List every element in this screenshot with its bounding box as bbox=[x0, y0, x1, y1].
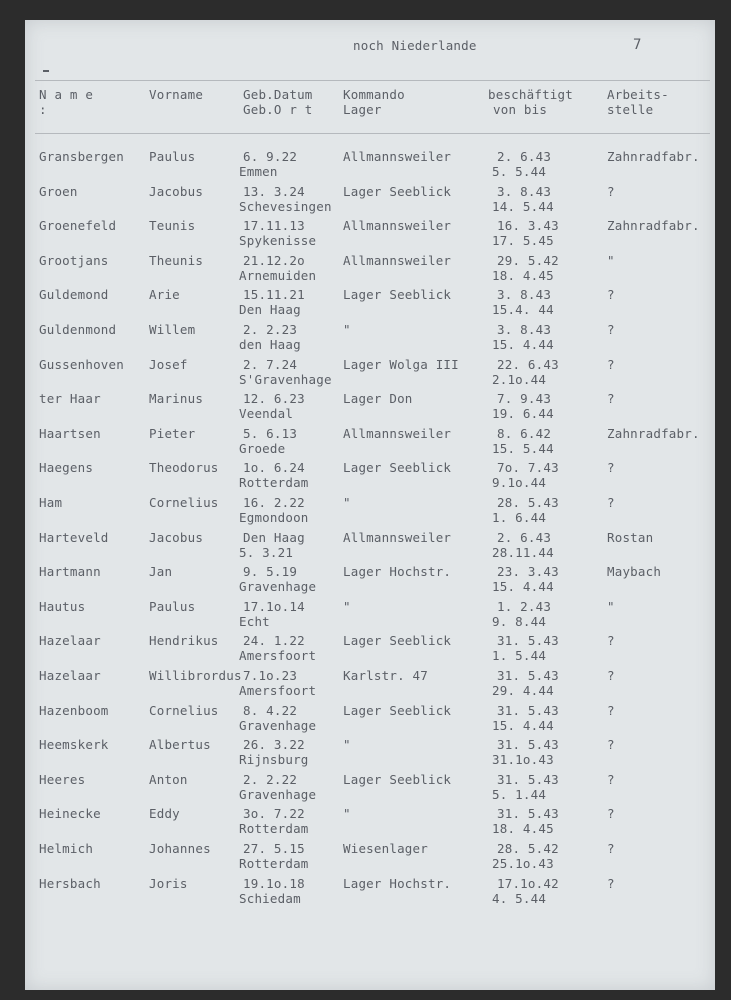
row-name: Heinecke bbox=[39, 806, 101, 822]
col-header-stelle: stelle bbox=[607, 102, 654, 117]
row-von: 23. 3.43 bbox=[497, 564, 559, 580]
row-arbeitsstelle: ? bbox=[607, 287, 615, 303]
row-von: 31. 5.43 bbox=[497, 633, 559, 649]
row-name: Hautus bbox=[39, 598, 86, 614]
row-geb-ort: Spykenisse bbox=[239, 233, 317, 249]
col-header-lager: Lager bbox=[343, 102, 382, 117]
row-vorname: Arie bbox=[149, 287, 180, 303]
row-vorname: Jacobus bbox=[149, 529, 204, 545]
row-name: Grootjans bbox=[39, 252, 109, 268]
row-geb-datum: 5. 6.13 bbox=[243, 425, 298, 441]
row-geb-ort: 5. 3.21 bbox=[239, 544, 294, 560]
row-bis: 15. 5.44 bbox=[492, 440, 554, 456]
row-geb-datum: 3o. 7.22 bbox=[243, 806, 305, 822]
row-von: 31. 5.43 bbox=[497, 668, 559, 683]
row-arbeitsstelle: ? bbox=[607, 495, 615, 510]
row-lager: Allmannsweiler bbox=[343, 252, 452, 268]
pencil-mark bbox=[43, 70, 49, 72]
row-von: 31. 5.43 bbox=[497, 737, 559, 753]
row-von: 3. 8.43 bbox=[497, 183, 552, 199]
row-geb-datum: 16. 2.22 bbox=[243, 495, 305, 510]
row-lager: Lager Seeblick bbox=[343, 702, 452, 718]
row-geb-datum: 24. 1.22 bbox=[243, 633, 305, 649]
row-arbeitsstelle: Maybach bbox=[607, 564, 662, 580]
row-lager: Lager Wolga III bbox=[343, 356, 459, 372]
row-von: 28. 5.42 bbox=[497, 841, 559, 856]
row-name: Hazelaar bbox=[39, 668, 101, 683]
row-arbeitsstelle: ? bbox=[607, 875, 615, 891]
row-von: 2. 6.43 bbox=[497, 149, 552, 164]
row-geb-ort: Schevesingen bbox=[239, 198, 332, 214]
row-geb-ort: Schiedam bbox=[239, 890, 301, 906]
row-bis: 31.1o.43 bbox=[492, 752, 554, 768]
row-arbeitsstelle: ? bbox=[607, 841, 615, 856]
row-geb-datum: 6. 9.22 bbox=[243, 149, 298, 164]
col-header-von-bis: von bis bbox=[493, 102, 548, 117]
table-row bbox=[25, 737, 715, 771]
row-bis: 15. 4.44 bbox=[492, 579, 554, 595]
row-arbeitsstelle: ? bbox=[607, 633, 615, 649]
table-row bbox=[25, 530, 715, 564]
row-name: Heeres bbox=[39, 771, 86, 787]
row-bis: 29. 4.44 bbox=[492, 683, 554, 698]
table-row bbox=[25, 253, 715, 287]
row-geb-datum: 2. 2.23 bbox=[243, 322, 298, 337]
table-row bbox=[25, 633, 715, 667]
row-von: 7o. 7.43 bbox=[497, 460, 559, 476]
row-vorname: Theunis bbox=[149, 252, 204, 268]
row-name: Groen bbox=[39, 183, 78, 199]
row-geb-datum: 2. 7.24 bbox=[243, 356, 298, 372]
row-bis: 9. 8.44 bbox=[492, 613, 547, 629]
row-arbeitsstelle: ? bbox=[607, 356, 615, 372]
row-von: 28. 5.43 bbox=[497, 495, 559, 510]
row-vorname: Paulus bbox=[149, 149, 196, 164]
row-arbeitsstelle: ? bbox=[607, 702, 615, 718]
row-geb-ort: Rotterdam bbox=[239, 856, 309, 871]
row-lager: Karlstr. 47 bbox=[343, 668, 428, 683]
table-row bbox=[25, 599, 715, 633]
row-lager: Allmannsweiler bbox=[343, 149, 452, 164]
row-bis: 14. 5.44 bbox=[492, 198, 554, 214]
row-arbeitsstelle: ? bbox=[607, 668, 615, 683]
row-name: Gransbergen bbox=[39, 149, 124, 164]
row-vorname: Pieter bbox=[149, 425, 196, 441]
row-geb-datum: Den Haag bbox=[243, 529, 305, 545]
page-header-title: noch Niederlande bbox=[353, 38, 477, 53]
col-header-name-mark: : bbox=[39, 102, 47, 117]
row-vorname: Paulus bbox=[149, 598, 196, 614]
row-lager: " bbox=[343, 322, 351, 337]
row-geb-ort: Gravenhage bbox=[239, 579, 317, 595]
row-name: Guldenmond bbox=[39, 322, 117, 337]
row-lager: " bbox=[343, 806, 351, 822]
row-vorname: Eddy bbox=[149, 806, 180, 822]
row-vorname: Theodorus bbox=[149, 460, 219, 476]
row-von: 7. 9.43 bbox=[497, 391, 552, 407]
row-lager: " bbox=[343, 598, 351, 614]
row-lager: Lager Hochstr. bbox=[343, 875, 452, 891]
row-lager: Lager Seeblick bbox=[343, 460, 452, 476]
row-von: 31. 5.43 bbox=[497, 702, 559, 718]
row-von: 31. 5.43 bbox=[497, 806, 559, 822]
col-header-arbeitsstelle: Arbeits- bbox=[607, 87, 669, 102]
row-arbeitsstelle: " bbox=[607, 252, 615, 268]
row-bis: 17. 5.45 bbox=[492, 233, 554, 249]
row-vorname: Anton bbox=[149, 771, 188, 787]
row-arbeitsstelle: ? bbox=[607, 771, 615, 787]
row-vorname: Marinus bbox=[149, 391, 204, 407]
row-geb-ort: Rijnsburg bbox=[239, 752, 309, 768]
row-lager: Allmannsweiler bbox=[343, 218, 452, 234]
table-row bbox=[25, 391, 715, 425]
row-geb-ort: Echt bbox=[239, 613, 270, 629]
table-row bbox=[25, 460, 715, 494]
row-lager: Allmannsweiler bbox=[343, 529, 452, 545]
table-row bbox=[25, 806, 715, 840]
row-lager: Lager Seeblick bbox=[343, 771, 452, 787]
row-von: 1. 2.43 bbox=[497, 598, 552, 614]
row-geb-datum: 17.11.13 bbox=[243, 218, 305, 234]
row-vorname: Willem bbox=[149, 322, 196, 337]
row-arbeitsstelle: ? bbox=[607, 460, 615, 476]
row-von: 29. 5.42 bbox=[497, 252, 559, 268]
row-name: Guldemond bbox=[39, 287, 109, 303]
row-bis: 9.1o.44 bbox=[492, 475, 547, 491]
row-arbeitsstelle: Zahnradfabr. bbox=[607, 149, 700, 164]
row-vorname: Joris bbox=[149, 875, 188, 891]
row-arbeitsstelle: ? bbox=[607, 322, 615, 337]
row-vorname: Cornelius bbox=[149, 702, 219, 718]
col-header-vorname: Vorname bbox=[149, 87, 204, 102]
row-name: Haartsen bbox=[39, 425, 101, 441]
row-geb-datum: 12. 6.23 bbox=[243, 391, 305, 407]
row-geb-ort: Egmondoon bbox=[239, 510, 309, 525]
row-name: Ham bbox=[39, 495, 63, 510]
row-geb-datum: 2. 2.22 bbox=[243, 771, 298, 787]
row-von: 16. 3.43 bbox=[497, 218, 559, 234]
col-header-gebort: Geb.O r t bbox=[243, 102, 313, 117]
row-geb-ort: Veendal bbox=[239, 406, 294, 422]
row-bis: 15.4. 44 bbox=[492, 302, 554, 318]
row-von: 17.1o.42 bbox=[497, 875, 559, 891]
table-row bbox=[25, 703, 715, 737]
col-header-name: N a m e bbox=[39, 87, 94, 102]
row-geb-datum: 15.11.21 bbox=[243, 287, 305, 303]
row-geb-datum: 1o. 6.24 bbox=[243, 460, 305, 476]
header-rule-bottom bbox=[35, 133, 710, 134]
row-bis: 1. 5.44 bbox=[492, 648, 547, 664]
row-vorname: Willibrordus bbox=[149, 668, 242, 683]
row-vorname: Jan bbox=[149, 564, 173, 580]
row-lager: Lager Don bbox=[343, 391, 413, 407]
table-row bbox=[25, 426, 715, 460]
row-von: 3. 8.43 bbox=[497, 322, 552, 337]
col-header-kommando: Kommando bbox=[343, 87, 405, 102]
row-lager: Allmannsweiler bbox=[343, 425, 452, 441]
row-bis: 1. 6.44 bbox=[492, 510, 547, 525]
table-row bbox=[25, 184, 715, 218]
table-row bbox=[25, 218, 715, 252]
row-lager: Lager Seeblick bbox=[343, 633, 452, 649]
row-name: Heemskerk bbox=[39, 737, 109, 753]
row-bis: 15. 4.44 bbox=[492, 717, 554, 733]
table-row bbox=[25, 149, 715, 183]
row-von: 22. 6.43 bbox=[497, 356, 559, 372]
row-geb-ort: Rotterdam bbox=[239, 475, 309, 491]
row-geb-ort: Gravenhage bbox=[239, 786, 317, 802]
table-row bbox=[25, 772, 715, 806]
row-geb-datum: 21.12.2o bbox=[243, 252, 305, 268]
row-von: 2. 6.43 bbox=[497, 529, 552, 545]
row-geb-ort: Rotterdam bbox=[239, 821, 309, 837]
row-geb-ort: Amersfoort bbox=[239, 683, 317, 698]
row-arbeitsstelle: Rostan bbox=[607, 529, 654, 545]
row-lager: Wiesenlager bbox=[343, 841, 428, 856]
row-geb-datum: 8. 4.22 bbox=[243, 702, 298, 718]
row-vorname: Josef bbox=[149, 356, 188, 372]
row-arbeitsstelle: Zahnradfabr. bbox=[607, 218, 700, 234]
row-name: Harteveld bbox=[39, 529, 109, 545]
row-bis: 28.11.44 bbox=[492, 544, 554, 560]
table-row bbox=[25, 357, 715, 391]
row-lager: " bbox=[343, 495, 351, 510]
col-header-beschaeftigt: beschäftigt bbox=[488, 87, 573, 102]
row-arbeitsstelle: ? bbox=[607, 737, 615, 753]
row-geb-ort: Emmen bbox=[239, 164, 278, 179]
row-geb-ort: Den Haag bbox=[239, 302, 301, 318]
row-name: Helmich bbox=[39, 841, 94, 856]
row-name: Haegens bbox=[39, 460, 94, 476]
page-number: 7 bbox=[633, 37, 642, 53]
row-arbeitsstelle: ? bbox=[607, 183, 615, 199]
col-header-gebdatum: Geb.Datum bbox=[243, 87, 313, 102]
header-rule-top bbox=[35, 80, 710, 81]
row-name: Groenefeld bbox=[39, 218, 117, 234]
table-row bbox=[25, 564, 715, 598]
row-name: Hartmann bbox=[39, 564, 101, 580]
row-bis: 5. 5.44 bbox=[492, 164, 547, 179]
row-von: 8. 6.42 bbox=[497, 425, 552, 441]
row-arbeitsstelle: Zahnradfabr. bbox=[607, 425, 700, 441]
row-name: Hazelaar bbox=[39, 633, 101, 649]
table-row bbox=[25, 668, 715, 702]
row-geb-datum: 19.1o.18 bbox=[243, 875, 305, 891]
row-bis: 4. 5.44 bbox=[492, 890, 547, 906]
row-lager: " bbox=[343, 737, 351, 753]
row-name: Gussenhoven bbox=[39, 356, 124, 372]
table-row bbox=[25, 287, 715, 321]
document-page bbox=[25, 20, 715, 990]
table-row bbox=[25, 876, 715, 910]
row-geb-datum: 7.1o.23 bbox=[243, 668, 298, 683]
row-vorname: Jacobus bbox=[149, 183, 204, 199]
row-geb-datum: 9. 5.19 bbox=[243, 564, 298, 580]
row-bis: 18. 4.45 bbox=[492, 821, 554, 837]
table-row bbox=[25, 495, 715, 529]
row-geb-ort: Gravenhage bbox=[239, 717, 317, 733]
row-geb-ort: den Haag bbox=[239, 337, 301, 352]
row-von: 31. 5.43 bbox=[497, 771, 559, 787]
row-geb-ort: Arnemuiden bbox=[239, 267, 317, 283]
row-arbeitsstelle: ? bbox=[607, 806, 615, 822]
row-name: Hazenboom bbox=[39, 702, 109, 718]
table-row bbox=[25, 841, 715, 875]
row-geb-datum: 17.1o.14 bbox=[243, 598, 305, 614]
row-vorname: Teunis bbox=[149, 218, 196, 234]
row-geb-datum: 13. 3.24 bbox=[243, 183, 305, 199]
row-bis: 25.1o.43 bbox=[492, 856, 554, 871]
row-geb-ort: Groede bbox=[239, 440, 286, 456]
row-geb-datum: 27. 5.15 bbox=[243, 841, 305, 856]
row-name: Hersbach bbox=[39, 875, 101, 891]
row-arbeitsstelle: " bbox=[607, 598, 615, 614]
row-geb-ort: S'Gravenhage bbox=[239, 371, 332, 387]
row-geb-ort: Amersfoort bbox=[239, 648, 317, 664]
table-row bbox=[25, 322, 715, 356]
row-geb-datum: 26. 3.22 bbox=[243, 737, 305, 753]
row-bis: 19. 6.44 bbox=[492, 406, 554, 422]
row-name: ter Haar bbox=[39, 391, 101, 407]
row-bis: 2.1o.44 bbox=[492, 371, 547, 387]
row-lager: Lager Seeblick bbox=[343, 183, 452, 199]
row-bis: 15. 4.44 bbox=[492, 337, 554, 352]
row-vorname: Albertus bbox=[149, 737, 211, 753]
row-lager: Lager Seeblick bbox=[343, 287, 452, 303]
row-vorname: Hendrikus bbox=[149, 633, 219, 649]
row-lager: Lager Hochstr. bbox=[343, 564, 452, 580]
row-vorname: Cornelius bbox=[149, 495, 219, 510]
row-arbeitsstelle: ? bbox=[607, 391, 615, 407]
row-vorname: Johannes bbox=[149, 841, 211, 856]
row-bis: 18. 4.45 bbox=[492, 267, 554, 283]
row-von: 3. 8.43 bbox=[497, 287, 552, 303]
row-bis: 5. 1.44 bbox=[492, 786, 547, 802]
